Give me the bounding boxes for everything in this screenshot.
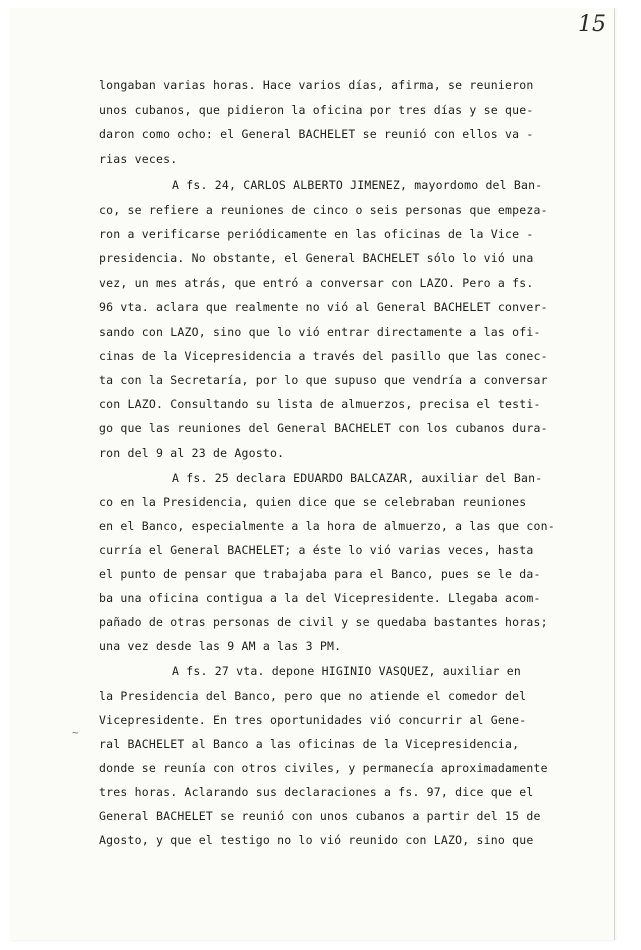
text-line: ral BACHELET al Banco a las oficinas de la Vicepresidencia, — [99, 737, 520, 751]
margin-mark: ~ — [72, 726, 79, 739]
page-number: 15 — [578, 12, 606, 37]
text-line: el punto de pensar que trabajaba para el Banco, pues se le da- — [99, 567, 541, 581]
text-line: ron del 9 al 23 de Agosto. — [99, 446, 285, 460]
text-line: donde se reunía con otros civiles, y permanecía aproximadamente — [99, 761, 548, 775]
text-line: con LAZO. Consultando su lista de almuerzos, precisa el testi- — [99, 397, 541, 411]
paragraph-start: A fs. 24, CARLOS ALBERTO JIMENEZ, mayordomo del Ban- — [172, 178, 543, 192]
text-line: 96 vta. aclara que realmente no vió al General BACHELET conver- — [99, 300, 548, 314]
text-line: presidencia. No obstante, el General BACHELET sólo lo vió una — [99, 251, 534, 265]
paragraph-start: A fs. 27 vta. depone HIGINIO VASQUEZ, auxiliar en — [172, 664, 522, 678]
text-line: co, se refiere a reuniones de cinco o seis personas que empeza- — [99, 203, 548, 217]
text-line: unos cubanos, que pidieron la oficina por tres días y se que- — [99, 103, 534, 117]
text-line: General BACHELET se reunió con unos cubanos a partir del 15 de — [99, 809, 541, 823]
text-line: pañado de otras personas de civil y se quedaba bastantes horas; — [99, 615, 548, 629]
text-line: Agosto, y que el testigo no lo vió reunido con LAZO, sino que — [99, 833, 534, 847]
text-line: Vicepresidente. En tres oportunidades vió concurrir al Gene- — [99, 713, 527, 727]
text-line: co en la Presidencia, quien dice que se celebraban reuniones — [99, 495, 527, 509]
text-line: go que las reuniones del General BACHELET con los cubanos dura- — [99, 421, 548, 435]
paragraph-start: A fs. 25 declara EDUARDO BALCAZAR, auxiliar del Ban- — [172, 471, 543, 485]
text-line: sando con LAZO, sino que lo vió entrar directamente a las ofi- — [99, 325, 541, 339]
text-line: rias veces. — [99, 152, 178, 166]
text-line: ba una oficina contigua a la del Vicepresidente. Llegaba acom- — [99, 591, 541, 605]
text-line: ta con la Secretaría, por lo que supuso que vendría a conversar — [99, 373, 548, 387]
text-line: longaban varias horas. Hace varios días, afirma, se reunieron — [99, 78, 534, 92]
text-line: tres horas. Aclarando sus declaraciones a fs. 97, dice que el — [99, 785, 534, 799]
text-line: cinas de la Vicepresidencia a través del pasillo que las conec- — [99, 349, 548, 363]
text-line: curría el General BACHELET; a éste lo vió varias veces, hasta — [99, 543, 534, 557]
text-line: ron a verificarse periódicamente en las oficinas de la Vice - — [99, 227, 534, 241]
text-line: la Presidencia del Banco, pero que no atiende el comedor del — [99, 689, 527, 703]
text-line: daron como ocho: el General BACHELET se reunió con ellos va - — [99, 127, 534, 141]
text-line: una vez desde las 9 AM a las 3 PM. — [99, 639, 342, 653]
text-line: vez, un mes atrás, que entró a conversar con LAZO. Pero a fs. — [99, 276, 534, 290]
text-line: en el Banco, especialmente a la hora de almuerzo, a las que con- — [99, 519, 555, 533]
